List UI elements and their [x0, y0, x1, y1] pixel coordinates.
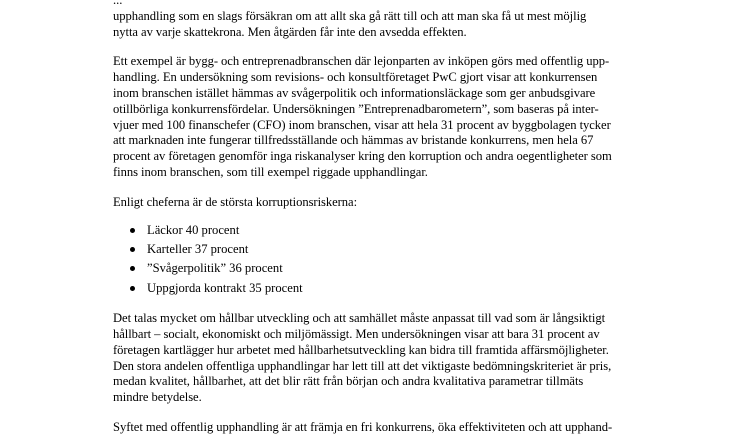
paragraph-risk-intro [113, 195, 673, 211]
text-line: företagen kartlägger hur arbetet med hållbarhetsutveckling kan bidra till framtida affärsmöjligheter. [113, 342, 609, 357]
text-line: inom branschen istället hämmas av svågerpolitik och informationsläckage som ger anbudsgivare [113, 85, 596, 100]
text-line: Syftet med offentlig upphandling är att främja en fri konkurrens, öka effektiviteten och att upphand- [113, 419, 613, 434]
list-item: Läckor 40 procent [113, 223, 673, 239]
text-line: hållbart – socialt, ekonomiskt och miljömässigt. Men undersökningen visar att bara 31 procent av [113, 326, 600, 341]
text-line: att marknaden inte fungerar tillfredsställande och hämmas av bristande konkurrens, men hela 67 [113, 133, 594, 148]
paragraph-intro [113, 0, 673, 40]
bullet-icon [130, 247, 135, 252]
bullet-icon [130, 228, 135, 233]
text-line: handling. En undersökning som revisions- och konsultföretaget PwC gjort visar att konkurrensen [113, 70, 598, 85]
text-line: Enligt cheferna är de största korruptionsriskerna: [113, 194, 358, 209]
bullet-icon [130, 286, 135, 291]
text-line: Ett exempel är bygg- och entreprenadbranschen där lejonparten av inköpen görs med offentlig upp- [113, 54, 610, 69]
text-column [113, 0, 673, 436]
text-line: upphandling som en slags försäkran om att allt ska gå rätt till och att man ska få ut mest möjlig [113, 8, 587, 23]
list-item: Uppgjorda kontrakt 35 procent [113, 281, 673, 297]
text-line: otillbörliga konkurrensfördelar. Undersökningen ”Entreprenadbarometern”, som baseras på inter- [113, 101, 599, 116]
paragraph-sustainability [113, 311, 673, 406]
text-line: procent av företagen genomför inga riskanalyser kring den korruption och andra oegentligheter som [113, 149, 612, 164]
bullet-icon [130, 266, 135, 271]
text-line: Det talas mycket om hållbar utveckling och att samhället måste anpassat till vad som är långsiktigt [113, 311, 606, 326]
list-item: Karteller 37 procent [113, 242, 673, 258]
paragraph-purpose [113, 420, 673, 436]
text-line: Den stora andelen offentliga upphandlingar har lett till att det viktigaste bedömningskriteriet är pris, [113, 358, 612, 373]
paragraph-example [113, 54, 673, 180]
text-line: nytta av varje skattekrona. Men åtgärden får inte den avsedda effekten. [113, 24, 467, 39]
text-line: finns inom branschen, som till exempel riggade upphandlingar. [113, 164, 428, 179]
text-line: mindre betydelse. [113, 390, 202, 405]
text-line: vjuer med 100 finanschefer (CFO) inom branschen, visar att hela 31 procent av byggbolagen tycker [113, 117, 611, 132]
text-line: medan kvalitet, hållbarhet, att det blir rätt från början och andra kvalitativa parametrar tillmäts [113, 374, 584, 389]
list-item: ”Svågerpolitik” 36 procent [113, 261, 673, 277]
text-line: ... [113, 0, 123, 7]
risk-list [113, 223, 673, 297]
